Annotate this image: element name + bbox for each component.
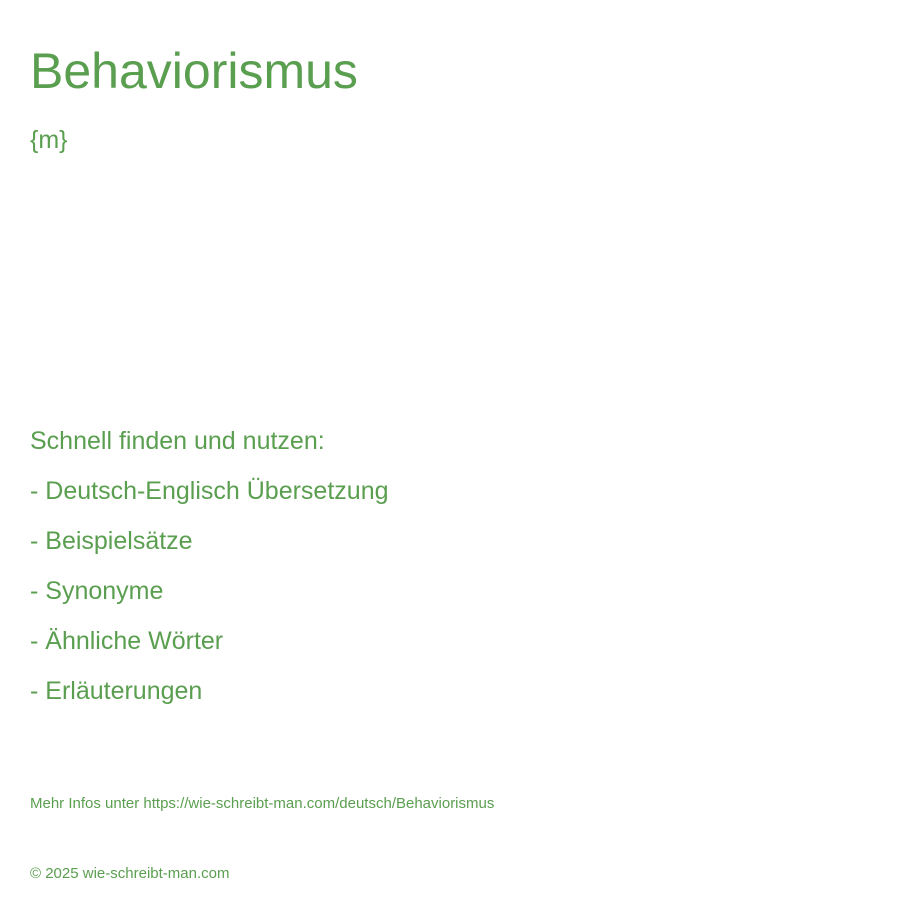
more-info-text: Mehr Infos unter https://wie-schreibt-man.com/deutsch/Behaviorismus [30, 795, 495, 812]
list-item: - Deutsch-Englisch Übersetzung [30, 477, 389, 505]
list-item: - Beispielsätze [30, 527, 193, 555]
page-title: Behaviorismus [30, 43, 358, 99]
list-item: - Synonyme [30, 577, 164, 605]
copyright-text: © 2025 wie-schreibt-man.com [30, 865, 230, 882]
list-item: - Erläuterungen [30, 677, 203, 705]
quick-links-heading: Schnell finden und nutzen: [30, 427, 325, 455]
gender-label: {m} [30, 126, 68, 154]
quick-links-section [30, 424, 389, 724]
quick-links-list [30, 474, 389, 724]
list-item: - Ähnliche Wörter [30, 627, 224, 655]
